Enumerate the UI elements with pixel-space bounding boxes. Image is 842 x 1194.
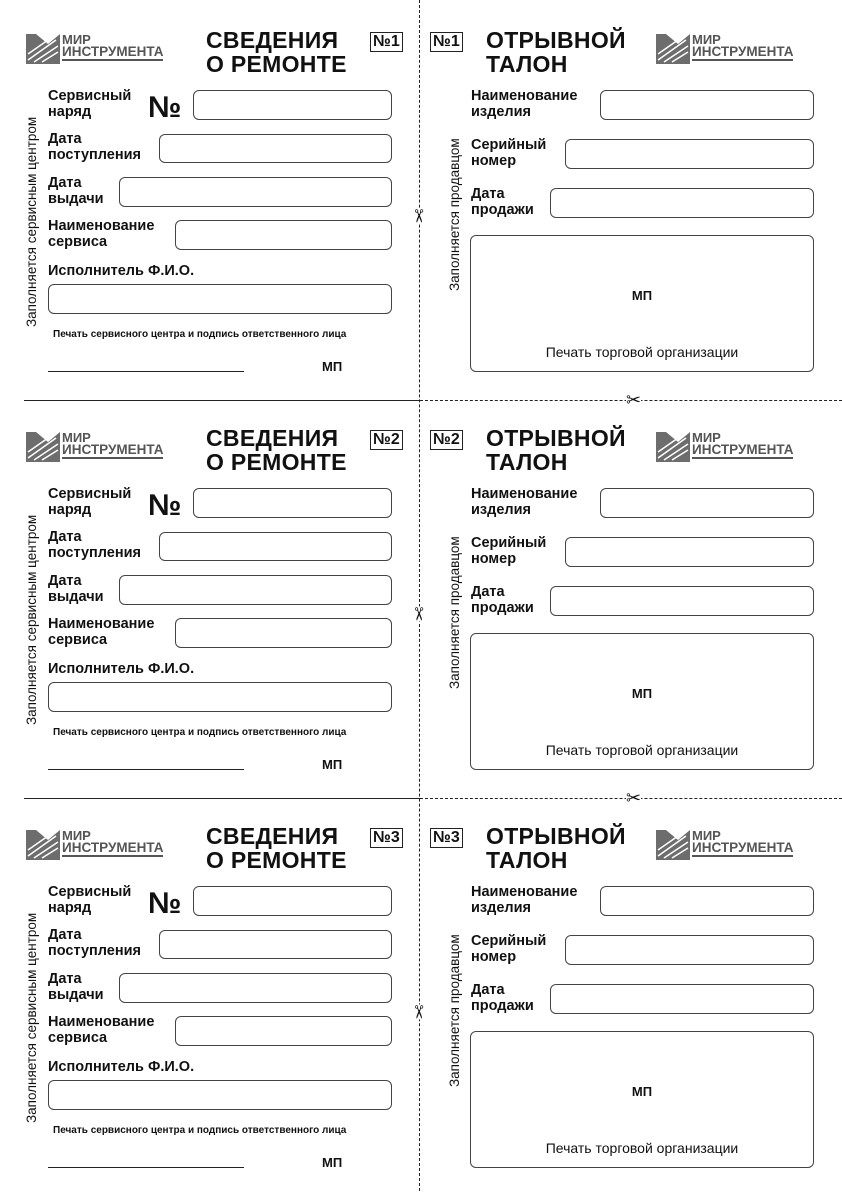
stamp-note: Печать сервисного центра и подпись ответственного лица	[53, 727, 347, 738]
serial-number-field[interactable]	[565, 935, 814, 965]
logo-text-top: МИР	[62, 32, 91, 47]
coupon-number-left: №3	[370, 828, 403, 848]
coupon-number-right: №1	[430, 32, 463, 52]
issued-date-field[interactable]	[119, 177, 392, 207]
filled-by-service-label: Заполняется сервисным центром	[24, 912, 39, 1123]
signature-line[interactable]	[48, 371, 244, 372]
received-date-label: Дата поступления	[48, 529, 141, 561]
sale-date-label: Дата продажи	[471, 186, 534, 218]
logo	[656, 826, 816, 866]
executor-label: Исполнитель Ф.И.О.	[48, 1059, 195, 1075]
logo	[656, 30, 816, 70]
logo-text-bottom: ИНСТРУМЕНТА	[692, 44, 794, 59]
logo-icon	[26, 30, 60, 66]
logo	[656, 428, 816, 468]
executor-field[interactable]	[48, 284, 392, 314]
signature-line[interactable]	[48, 1167, 244, 1168]
issued-date-field[interactable]	[119, 575, 392, 605]
stamp-note: Печать сервисного центра и подпись ответственного лица	[53, 329, 347, 340]
serial-number-label: Серийный номер	[471, 535, 547, 567]
received-date-label: Дата поступления	[48, 131, 141, 163]
logo-text-bottom: ИНСТРУМЕНТА	[692, 840, 794, 855]
repair-info-title-1: СВЕДЕНИЯ	[206, 425, 339, 451]
logo	[26, 826, 186, 866]
scissors-icon: ✂	[408, 1004, 429, 1020]
issued-date-label: Дата выдачи	[48, 175, 104, 207]
filled-by-seller-label: Заполняется продавцом	[447, 536, 462, 689]
product-name-field[interactable]	[600, 886, 814, 916]
coupon-number-right: №3	[430, 828, 463, 848]
service-order-field[interactable]	[193, 90, 392, 120]
trade-stamp-caption: Печать торговой организации	[545, 1140, 739, 1156]
logo-text-top: МИР	[692, 430, 721, 445]
received-date-field[interactable]	[159, 532, 392, 561]
logo-text-top: МИР	[692, 828, 721, 843]
filled-by-service-label: Заполняется сервисным центром	[24, 116, 39, 327]
product-name-label: Наименование изделия	[471, 884, 578, 916]
scissors-icon: ✂	[626, 788, 642, 808]
trade-stamp-caption: Печать торговой организации	[545, 742, 739, 758]
coupon-number-left: №2	[370, 430, 403, 450]
logo-icon	[26, 428, 60, 464]
issued-date-label: Дата выдачи	[48, 971, 104, 1003]
number-sign: №	[148, 887, 182, 920]
signature-line[interactable]	[48, 769, 244, 770]
stamp-note: Печать сервисного центра и подпись ответственного лица	[53, 1125, 347, 1136]
scissors-icon: ✂	[626, 390, 642, 410]
warranty-coupon-section	[0, 0, 842, 398]
tear-off-title-1: ОТРЫВНОЙ	[486, 27, 626, 53]
logo-text-bottom: ИНСТРУМЕНТА	[692, 442, 794, 457]
coupon-number-left: №1	[370, 32, 403, 52]
executor-field[interactable]	[48, 682, 392, 712]
stamp-place-right: МП	[631, 686, 653, 701]
number-sign: №	[148, 91, 182, 124]
repair-info-title-1: СВЕДЕНИЯ	[206, 27, 339, 53]
executor-field[interactable]	[48, 1080, 392, 1110]
logo-text-top: МИР	[62, 828, 91, 843]
sale-date-label: Дата продажи	[471, 982, 534, 1014]
serial-number-field[interactable]	[565, 537, 814, 567]
service-order-label: Сервисный наряд	[48, 486, 132, 518]
logo-icon	[656, 428, 690, 464]
product-name-field[interactable]	[600, 488, 814, 518]
logo-text-bottom: ИНСТРУМЕНТА	[62, 840, 164, 855]
sale-date-field[interactable]	[550, 586, 814, 616]
scissors-icon: ✂	[408, 208, 429, 224]
tear-off-title-2: ТАЛОН	[486, 449, 568, 475]
service-name-label: Наименование сервиса	[48, 1014, 155, 1046]
sale-date-label: Дата продажи	[471, 584, 534, 616]
trade-stamp-caption: Печать торговой организации	[545, 344, 739, 360]
scissors-icon: ✂	[408, 606, 429, 622]
service-order-label: Сервисный наряд	[48, 884, 132, 916]
logo-icon	[656, 826, 690, 862]
service-order-field[interactable]	[193, 886, 392, 916]
service-name-field[interactable]	[175, 220, 392, 250]
executor-label: Исполнитель Ф.И.О.	[48, 263, 195, 279]
stamp-place-right: МП	[631, 1084, 653, 1099]
sale-date-field[interactable]	[550, 984, 814, 1014]
logo-text-bottom: ИНСТРУМЕНТА	[62, 442, 164, 457]
logo-text-top: МИР	[692, 32, 721, 47]
product-name-label: Наименование изделия	[471, 88, 578, 120]
filled-by-service-label: Заполняется сервисным центром	[24, 514, 39, 725]
repair-info-title-1: СВЕДЕНИЯ	[206, 823, 339, 849]
service-name-field[interactable]	[175, 618, 392, 648]
service-name-label: Наименование сервиса	[48, 218, 155, 250]
logo-icon	[26, 826, 60, 862]
filled-by-seller-label: Заполняется продавцом	[447, 138, 462, 291]
service-order-label: Сервисный наряд	[48, 88, 132, 120]
received-date-label: Дата поступления	[48, 927, 141, 959]
product-name-label: Наименование изделия	[471, 486, 578, 518]
tear-off-title-1: ОТРЫВНОЙ	[486, 425, 626, 451]
serial-number-field[interactable]	[565, 139, 814, 169]
serial-number-label: Серийный номер	[471, 137, 547, 169]
tear-off-title-1: ОТРЫВНОЙ	[486, 823, 626, 849]
received-date-field[interactable]	[159, 930, 392, 959]
warranty-coupon-section	[0, 398, 842, 796]
repair-info-title-2: О РЕМОНТЕ	[206, 847, 347, 873]
trade-stamp-area[interactable]	[470, 633, 814, 770]
service-name-label: Наименование сервиса	[48, 616, 155, 648]
repair-info-title-2: О РЕМОНТЕ	[206, 51, 347, 77]
stamp-place-left: МП	[322, 757, 343, 772]
trade-stamp-area[interactable]	[470, 235, 814, 372]
logo-text-top: МИР	[62, 430, 91, 445]
warranty-coupon-section	[0, 796, 842, 1194]
received-date-field[interactable]	[159, 134, 392, 163]
product-name-field[interactable]	[600, 90, 814, 120]
number-sign: №	[148, 489, 182, 522]
tear-off-title-2: ТАЛОН	[486, 847, 568, 873]
logo-text-bottom: ИНСТРУМЕНТА	[62, 44, 164, 59]
issued-date-field[interactable]	[119, 973, 392, 1003]
sale-date-field[interactable]	[550, 188, 814, 218]
service-order-field[interactable]	[193, 488, 392, 518]
repair-info-title-2: О РЕМОНТЕ	[206, 449, 347, 475]
logo	[26, 428, 186, 468]
service-name-field[interactable]	[175, 1016, 392, 1046]
filled-by-seller-label: Заполняется продавцом	[447, 934, 462, 1087]
issued-date-label: Дата выдачи	[48, 573, 104, 605]
serial-number-label: Серийный номер	[471, 933, 547, 965]
coupon-number-right: №2	[430, 430, 463, 450]
logo	[26, 30, 186, 70]
trade-stamp-area[interactable]	[470, 1031, 814, 1168]
stamp-place-left: МП	[322, 1155, 343, 1170]
stamp-place-right: МП	[631, 288, 653, 303]
tear-off-title-2: ТАЛОН	[486, 51, 568, 77]
stamp-place-left: МП	[322, 359, 343, 374]
executor-label: Исполнитель Ф.И.О.	[48, 661, 195, 677]
logo-icon	[656, 30, 690, 66]
